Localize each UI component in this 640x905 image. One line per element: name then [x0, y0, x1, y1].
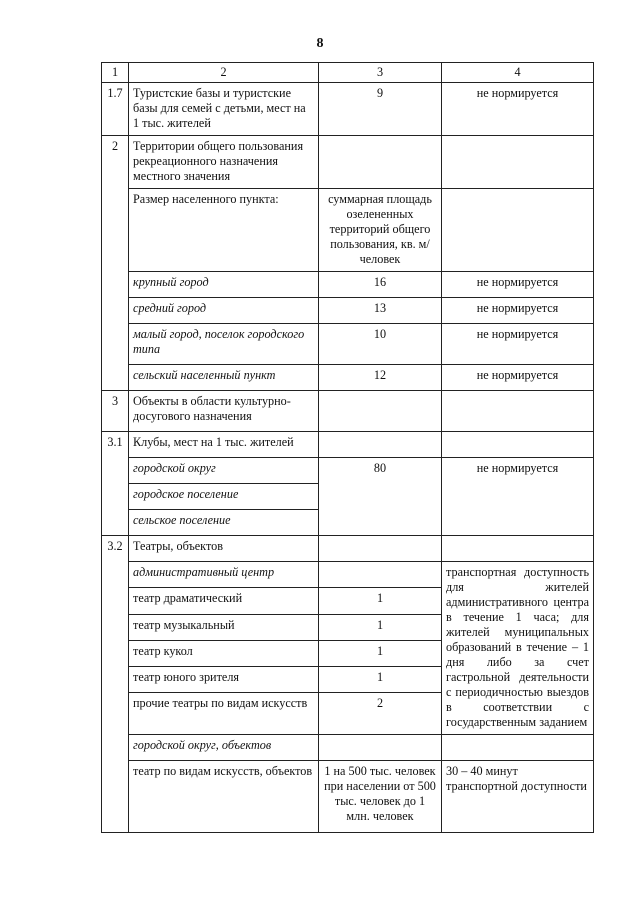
row-value: [319, 136, 442, 189]
table-row: [102, 324, 594, 365]
row-value: [319, 536, 442, 562]
row-name: крупный город: [129, 272, 319, 298]
header-col-1: 1: [102, 63, 129, 83]
row-number: 3.2: [102, 536, 129, 833]
row-note: [442, 432, 594, 458]
row-number: 1.7: [102, 83, 129, 136]
row-name: городской округ, объектов: [129, 735, 319, 761]
header-col-4: 4: [442, 63, 594, 83]
table-row: [102, 761, 594, 833]
row-value: 80: [319, 458, 442, 536]
row-value: 1: [319, 640, 442, 666]
row-name: театр по видам искусств, объектов: [129, 761, 319, 833]
row-note: [442, 136, 594, 189]
table-row: [102, 458, 594, 484]
row-name: Объекты в области культурно-досугового назначения: [129, 391, 319, 432]
row-note: не нормируется: [442, 324, 594, 365]
row-value: [319, 735, 442, 761]
row-value: 9: [319, 83, 442, 136]
row-value: [319, 432, 442, 458]
table-row: [102, 391, 594, 432]
row-value: [319, 562, 442, 588]
row-name: Размер населенного пункта:: [129, 189, 319, 272]
row-number: 2: [102, 136, 129, 391]
row-note: не нормируется: [442, 365, 594, 391]
row-note: не нормируется: [442, 83, 594, 136]
table-row: [102, 735, 594, 761]
row-note: не нормируется: [442, 458, 594, 536]
row-value: 1 на 500 тыс. человек при населении от 500 тыс. человек до 1 млн. человек: [319, 761, 442, 833]
row-name: сельское поселение: [129, 510, 319, 536]
row-name: Туристские базы и туристские базы для семей с детьми, мест на 1 тыс. жителей: [129, 83, 319, 136]
header-col-2: 2: [129, 63, 319, 83]
table-row: [102, 272, 594, 298]
row-number: 3.1: [102, 432, 129, 536]
row-name: театр кукол: [129, 640, 319, 666]
row-name: театр драматический: [129, 588, 319, 614]
row-note: [442, 735, 594, 761]
row-value: 10: [319, 324, 442, 365]
row-name: театр юного зрителя: [129, 667, 319, 693]
table-row: [102, 189, 594, 272]
norms-table: [101, 62, 594, 833]
row-name: Территории общего пользования рекреационного назначения местного значения: [129, 136, 319, 189]
row-name: театр музыкальный: [129, 614, 319, 640]
row-name: городское поселение: [129, 484, 319, 510]
row-note: [442, 536, 594, 562]
row-value: 1: [319, 614, 442, 640]
row-note: [442, 391, 594, 432]
row-note: не нормируется: [442, 298, 594, 324]
row-note: транспортная доступность для жителей административного центра в течение 1 часа; для жителей муниципальных образований в течение – 1 дня либо за счет гастрольной деятельности с периодичностью выездов в соответствии с государственным заданием: [442, 562, 594, 735]
row-name: малый город, поселок городского типа: [129, 324, 319, 365]
row-name: сельский населенный пункт: [129, 365, 319, 391]
table-row: [102, 536, 594, 562]
table-row: [102, 365, 594, 391]
row-name: административный центр: [129, 562, 319, 588]
row-value: 1: [319, 667, 442, 693]
row-name: Клубы, мест на 1 тыс. жителей: [129, 432, 319, 458]
table-header-row: [102, 63, 594, 83]
row-note: 30 – 40 минут транспортной доступности: [442, 761, 594, 833]
table-row: [102, 298, 594, 324]
row-value: 2: [319, 693, 442, 735]
table-row: [102, 562, 594, 588]
row-name: средний город: [129, 298, 319, 324]
row-value: суммарная площадь озелененных территорий общего пользования, кв. м/человек: [319, 189, 442, 272]
row-name: прочие театры по видам искусств: [129, 693, 319, 735]
row-note: [442, 189, 594, 272]
row-number: 3: [102, 391, 129, 432]
page-number: 8: [316, 36, 324, 51]
row-note: не нормируется: [442, 272, 594, 298]
row-value: 12: [319, 365, 442, 391]
row-value: [319, 391, 442, 432]
row-value: 13: [319, 298, 442, 324]
table-row: [102, 432, 594, 458]
header-col-3: 3: [319, 63, 442, 83]
row-name: Театры, объектов: [129, 536, 319, 562]
row-value: 1: [319, 588, 442, 614]
table-row: [102, 136, 594, 189]
table-row: [102, 83, 594, 136]
row-name: городской округ: [129, 458, 319, 484]
row-value: 16: [319, 272, 442, 298]
